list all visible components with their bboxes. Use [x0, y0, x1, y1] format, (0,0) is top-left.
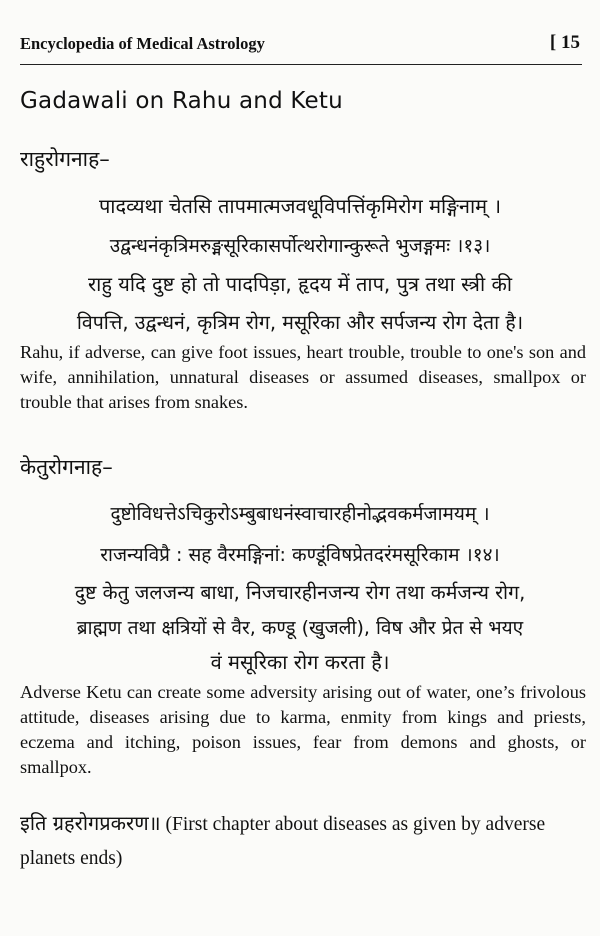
book-title: Encyclopedia of Medical Astrology: [20, 34, 265, 53]
ketu-english-paragraph: [20, 680, 586, 780]
ketu-heading: केतुरोगनाह–: [20, 455, 113, 479]
rahu-hindi-line-2: विपत्ति, उद्वन्धनं, कृत्रिम रोग, मसूरिका और सर्पजन्य रोग देता है।: [76, 311, 524, 334]
rahu-english-text: Rahu, if adverse, can give foot issues, heart trouble, trouble to one's son and wife, annihilation, unnatural diseases or assumed diseases, smallpox or trouble that arises from snakes.: [20, 342, 586, 412]
section-title: Gadawali on Rahu and Ketu: [20, 88, 343, 114]
rahu-verse-line-1: पादव्यथा चेतसि तापमात्मजवधूविपत्तिंकृमिरोग मङ्गिनाम् ।: [98, 194, 502, 218]
header-rule: [20, 64, 582, 65]
ketu-verse-line-1: दुष्टोविधत्तेऽचिकुरोऽम्बुबाधनंस्वाचारहीनोद्भवकर्मजामयम् ।: [110, 503, 490, 525]
running-head: [20, 34, 580, 56]
ketu-verse-line-2: राजन्यविप्रै : सह वैरमङ्गिनां: कण्डूंविषप्रेतदरंमसूरिकाम ।१४।: [100, 544, 500, 566]
rahu-heading: राहुरोगनाह–: [20, 147, 110, 171]
rahu-english-paragraph: [20, 340, 586, 415]
ketu-hindi-line-3: वं मसूरिका रोग करता है।: [210, 650, 390, 674]
ketu-hindi-line-1: दुष्ट केतु जलजन्य बाधा, निजचारहीनजन्य रोग तथा कर्मजन्य रोग,: [74, 581, 526, 604]
closing-sanskrit: इति ग्रहरोगप्रकरण॥: [20, 811, 161, 835]
rahu-verse-line-2: उद्वन्धनंकृत्रिमरुङ्मसूरिकासर्पोत्थरोगान्कुरूते भुजङ्गमः ।१३।: [109, 235, 491, 257]
chapter-closing: [20, 806, 586, 876]
closing-english: (First chapter about diseases as given by adverse planets ends): [20, 814, 546, 869]
ketu-hindi-line-2: ब्राह्मण तथा क्षत्रियों से वैर, कण्डू (खुजली), विष और प्रेत से भयए: [76, 617, 524, 639]
page-number: [ 15: [549, 32, 580, 53]
rahu-hindi-line-1: राहु यदि दुष्ट हो तो पादपिड़ा, हृदय में ताप, पुत्र तथा स्त्री की: [87, 272, 513, 296]
ketu-english-text: Adverse Ketu can create some adversity arising out of water, one’s frivolous attitude, diseases arising due to karma, enmity from kings and priests, eczema and itching, poison issues, fear from demons and ghosts, or smallpox.: [20, 682, 586, 777]
